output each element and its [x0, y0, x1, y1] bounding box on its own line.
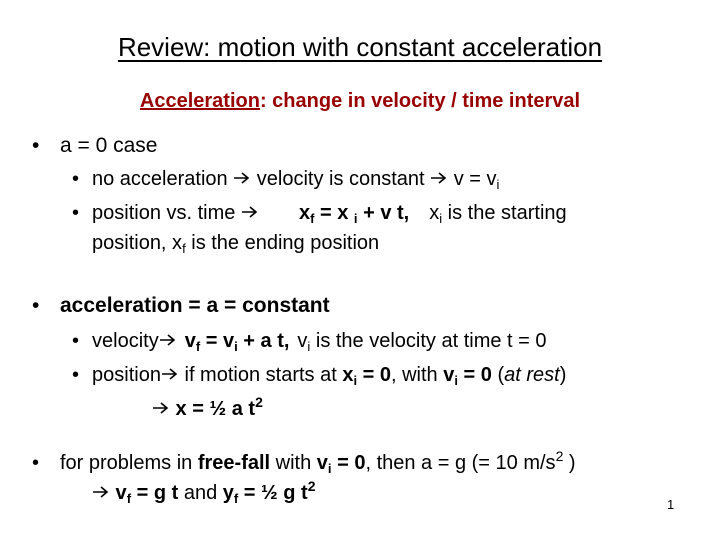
bullet: • [72, 364, 80, 386]
bullet: • [72, 330, 80, 352]
velocity-equation: $v_f = v_i + a$ t, [184, 330, 290, 354]
page-number: 1 [667, 497, 675, 512]
section3-line1: • for problems in free-fall with $v_i = 0$, then a = g (= 10 $m/s^2$ ) [32, 448, 576, 476]
section2-item2: • position if motion starts at $x_i = 0$, with $v_i = 0$ (at rest) [72, 364, 567, 388]
subtitle-term: Acceleration [139, 90, 260, 112]
bullet: • [72, 202, 80, 224]
arrow-right-icon [159, 330, 177, 353]
arrow-right-icon [92, 482, 110, 505]
section1-item1: • no acceleration velocity is constant $v = v_i$ [72, 168, 500, 192]
subtitle-definition: : change in velocity / time interval [259, 90, 581, 112]
arrow-right-icon [430, 168, 448, 191]
arrow-right-icon [233, 168, 251, 191]
bullet: • [32, 294, 40, 317]
section2-item1: • velocity $v_f = v_i + a$ t, $v_i$ is the velocity at time t = 0 [72, 330, 547, 354]
section1-item2-cont: position, $x_f$ is the ending position [92, 232, 380, 256]
section1-heading: • a = 0 case [32, 134, 158, 157]
slide-title: Review: motion with constant acceleration [117, 32, 603, 62]
bullet: • [72, 168, 80, 190]
slide-subtitle [0, 90, 720, 113]
bullet: • [32, 134, 40, 157]
bullet: • [32, 452, 40, 474]
section3-line2: $v_f = g$ t and $y_f$ = ½ g $t^2$ [92, 482, 315, 505]
position-equation: $x_f = x$ $_i$ + v t, [298, 202, 410, 226]
section1-item2: • position vs. time $x_f = x$ $_i$ + v t, $x_i$ is the starting [72, 202, 567, 226]
section2-heading: • acceleration = a = constant [32, 294, 330, 317]
arrow-right-icon [161, 364, 179, 387]
section2-result: x = ½ a $t^2$ [152, 398, 263, 421]
arrow-right-icon [241, 202, 259, 225]
arrow-right-icon [152, 398, 170, 421]
